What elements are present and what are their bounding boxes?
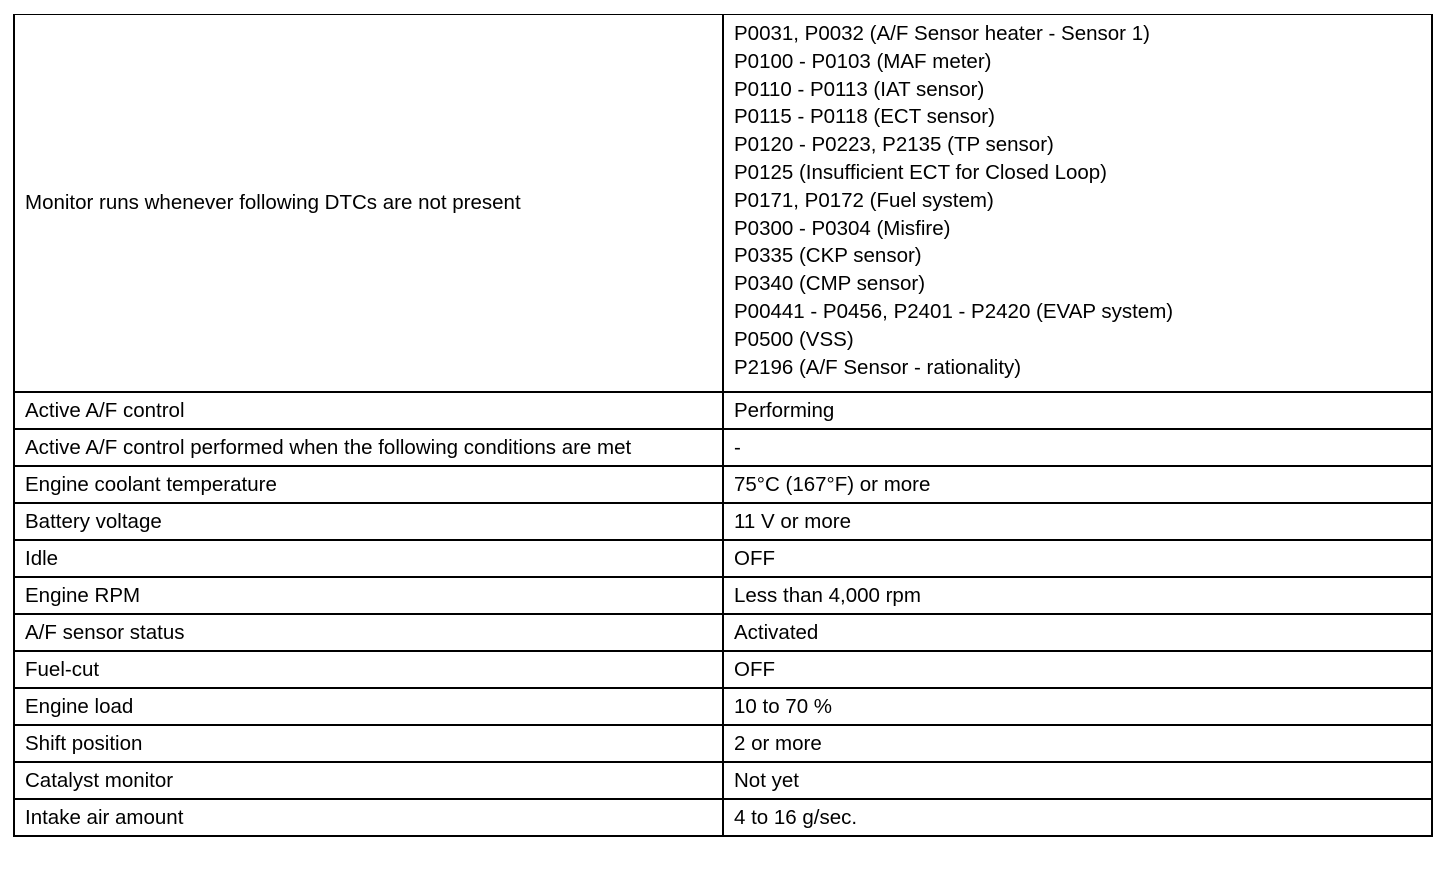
condition-label: Engine load (14, 688, 723, 725)
dtc-item: P0125 (Insufficient ECT for Closed Loop) (734, 160, 1108, 184)
condition-label: Active A/F control performed when the following conditions are met (14, 429, 723, 466)
table-row (14, 614, 1432, 651)
table-row (14, 577, 1432, 614)
dtc-item: P0335 (CKP sensor) (734, 244, 922, 268)
dtc-item: P0171, P0172 (Fuel system) (734, 188, 994, 212)
conditions-table (13, 14, 1433, 837)
condition-label: Monitor runs whenever following DTCs are not present (14, 15, 723, 393)
dtc-item: P0340 (CMP sensor) (734, 272, 926, 296)
condition-value: Not yet (723, 762, 1432, 799)
condition-value: - (723, 429, 1432, 466)
condition-value: 11 V or more (723, 503, 1432, 540)
condition-value: Performing (723, 392, 1432, 429)
condition-label: Shift position (14, 725, 723, 762)
table-row (14, 429, 1432, 466)
condition-label: Fuel-cut (14, 651, 723, 688)
condition-value: 2 or more (723, 725, 1432, 762)
dtc-list (723, 15, 1432, 393)
table-row (14, 15, 1432, 393)
condition-label: Idle (14, 540, 723, 577)
condition-value: Less than 4,000 rpm (723, 577, 1432, 614)
dtc-item: P0100 - P0103 (MAF meter) (734, 49, 992, 73)
condition-value: OFF (723, 651, 1432, 688)
condition-label: Active A/F control (14, 392, 723, 429)
dtc-item: P0300 - P0304 (Misfire) (734, 216, 951, 240)
condition-label: Intake air amount (14, 799, 723, 836)
condition-value: OFF (723, 540, 1432, 577)
dtc-item: P0031, P0032 (A/F Sensor heater - Sensor 1) (734, 22, 1150, 45)
dtc-item: P0500 (VSS) (734, 327, 854, 351)
condition-value: 10 to 70 % (723, 688, 1432, 725)
condition-value: Activated (723, 614, 1432, 651)
table-row (14, 503, 1432, 540)
condition-label: Catalyst monitor (14, 762, 723, 799)
dtc-item: P0115 - P0118 (ECT sensor) (734, 105, 995, 129)
table-row (14, 799, 1432, 836)
dtc-item: P00441 - P0456, P2401 - P2420 (EVAP system) (734, 299, 1174, 323)
dtc-item: P0110 - P0113 (IAT sensor) (734, 77, 985, 101)
table-row (14, 688, 1432, 725)
condition-label: Battery voltage (14, 503, 723, 540)
condition-label: A/F sensor status (14, 614, 723, 651)
table-row (14, 466, 1432, 503)
table-row (14, 651, 1432, 688)
table-row (14, 725, 1432, 762)
condition-value: 75°C (167°F) or more (723, 466, 1432, 503)
dtc-item: P0120 - P0223, P2135 (TP sensor) (734, 133, 1054, 157)
table-row (14, 392, 1432, 429)
condition-label: Engine RPM (14, 577, 723, 614)
condition-value: 4 to 16 g/sec. (723, 799, 1432, 836)
condition-label: Engine coolant temperature (14, 466, 723, 503)
dtc-item: P2196 (A/F Sensor - rationality) (734, 355, 1022, 379)
table-row (14, 540, 1432, 577)
table-row (14, 762, 1432, 799)
